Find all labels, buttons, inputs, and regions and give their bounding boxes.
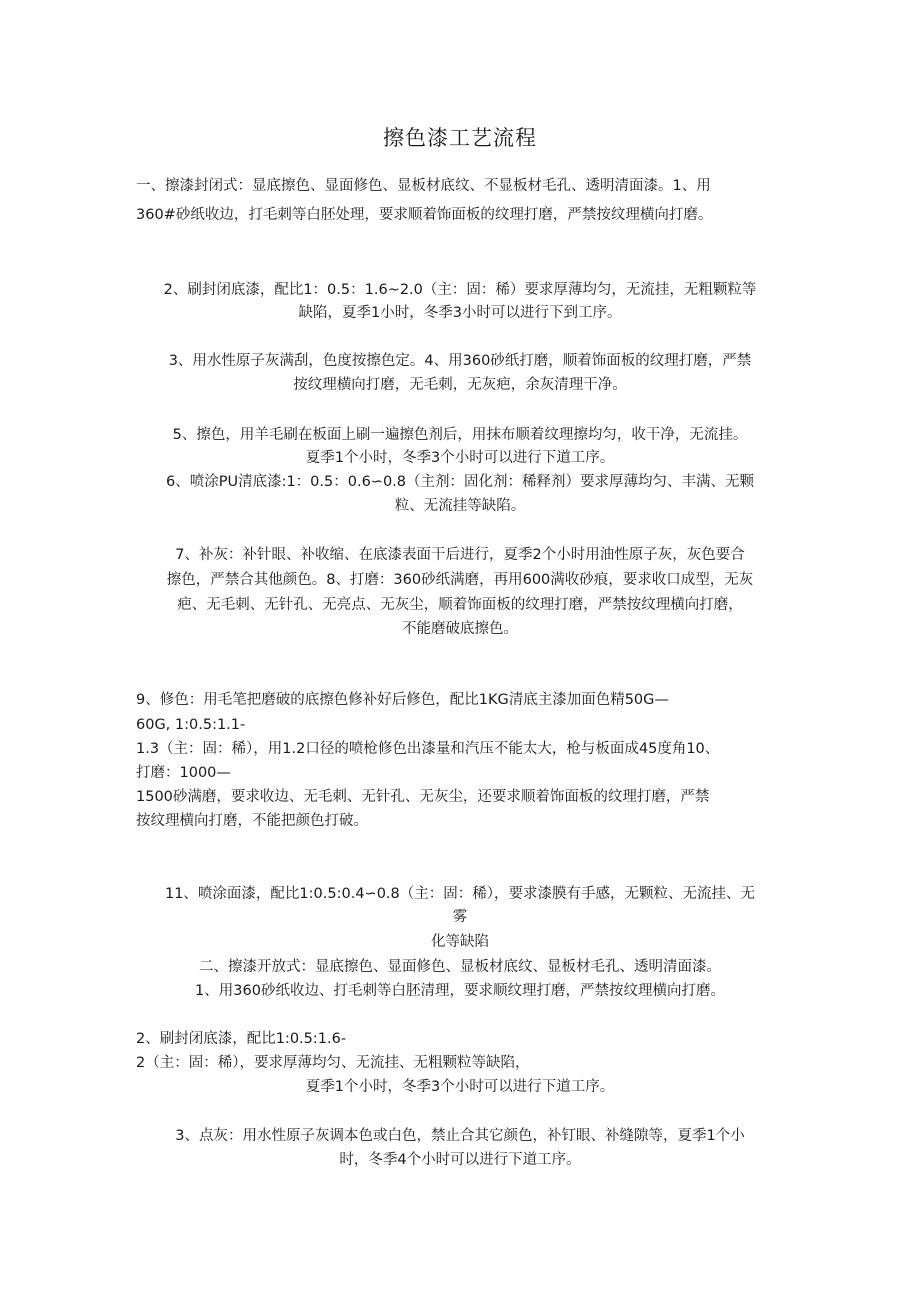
text-line: 雾 <box>452 909 468 925</box>
text-line: 11、喷涂面漆，配比1:0.5:0.4∽0.8（主：固：稀），要求漆膜有手感，无颗粒、无流挂、无 <box>164 886 756 902</box>
text-line: 1.3（主：固：稀），用1.2口径的喷枪修色出漆量和汽压不能太大，枪与板面成45度角10、 <box>136 741 720 757</box>
text-line: 1、用360砂纸收边、打毛刺等白胚清理，要求顺纹理打磨，严禁按纹理横向打磨。 <box>195 983 725 999</box>
text-line: 不能磨破底擦色。 <box>402 621 518 637</box>
text-line: 2、刷封闭底漆，配比1:0.5:1.6- <box>136 1031 347 1047</box>
text-line: 化等缺陷 <box>431 934 489 950</box>
text-line: 6、喷涂PU清底漆:1：0.5：0.6∽0.8（主剂：固化剂：稀释剂）要求厚薄均匀、丰满、无颗 <box>165 474 755 490</box>
text-line: 2、刷封闭底漆，配比1：0.5：1.6~2.0（主：固：稀）要求厚薄均匀，无流挂，无粗颗粒等 <box>163 282 757 298</box>
text-line: 3、点灰：用水性原子灰调本色或白色，禁止合其它颜色，补钉眼、补缝隙等，夏季1个小 <box>175 1128 745 1144</box>
text-line: 二、擦漆开放式：显底擦色、显面修色、显板材底纹、显板材毛孔、透明清面漆。 <box>199 959 721 975</box>
text-line: 360#砂纸收边，打毛刺等白胚处理，要求顺着饰面板的纹理打磨，严禁按纹理横向打磨。 <box>136 207 713 223</box>
text-line: 7、补灰：补针眼、补收缩、在底漆表面干后进行，夏季2个小时用油性原子灰，灰色要合 <box>175 547 745 563</box>
text-line: 3、用水性原子灰满刮，色度按擦色定。4、用360砂纸打磨，顺着饰面板的纹理打磨，严禁 <box>168 353 752 369</box>
text-line: 夏季1个小时，冬季3个小时可以进行下道工序。 <box>305 1079 615 1095</box>
text-line: 擦色，严禁合其他颜色。8、打磨：360砂纸满磨，再用600满收砂痕，要求收口成型，无灰 <box>166 572 754 588</box>
text-line: 打磨：1000— <box>136 765 231 781</box>
text-line: 60G, 1:0.5:1.1- <box>136 717 246 733</box>
text-line: 按纹理横向打磨，无毛刺，无灰疤，余灰清理干净。 <box>293 377 627 393</box>
text-line: 缺陷，夏季1小时，冬季3小时可以进行下到工序。 <box>298 305 622 321</box>
text-line: 1500砂满磨，要求收边、无毛刺、无针孔、无灰尘，还要求顺着饰面板的纹理打磨，严禁 <box>136 789 710 805</box>
text-line: 5、擦色，用羊毛刷在板面上刷一遍擦色剂后，用抹布顺着纹理擦均匀，收干净，无流挂。 <box>172 427 748 443</box>
text-line: 疤、无毛刺、无针孔、无亮点、无灰尘，顺着饰面板的纹理打磨，严禁按纹理横向打磨， <box>177 597 743 613</box>
text-line: 时，冬季4个小时可以进行下道工序。 <box>339 1152 581 1168</box>
text-line: 夏季1个小时，冬季3个小时可以进行下道工序。 <box>305 450 615 466</box>
text-line: 9、修色：用毛笔把磨破的底擦色修补好后修色，配比1KG清底主漆加面色精50G— <box>136 692 669 708</box>
page-title: 擦色漆工艺流程 <box>383 126 537 150</box>
text-line: 粒、无流挂等缺陷。 <box>394 498 526 514</box>
text-line: 一、擦漆封闭式：显底擦色、显面修色、显板材底纹、不显板材毛孔、透明清面漆。1、用 <box>136 178 711 194</box>
text-line: 按纹理横向打磨，不能把颜色打破。 <box>136 813 368 829</box>
text-line: 2（主：固：稀），要求厚薄均匀、无流挂、无粗颗粒等缺陷， <box>136 1055 530 1071</box>
